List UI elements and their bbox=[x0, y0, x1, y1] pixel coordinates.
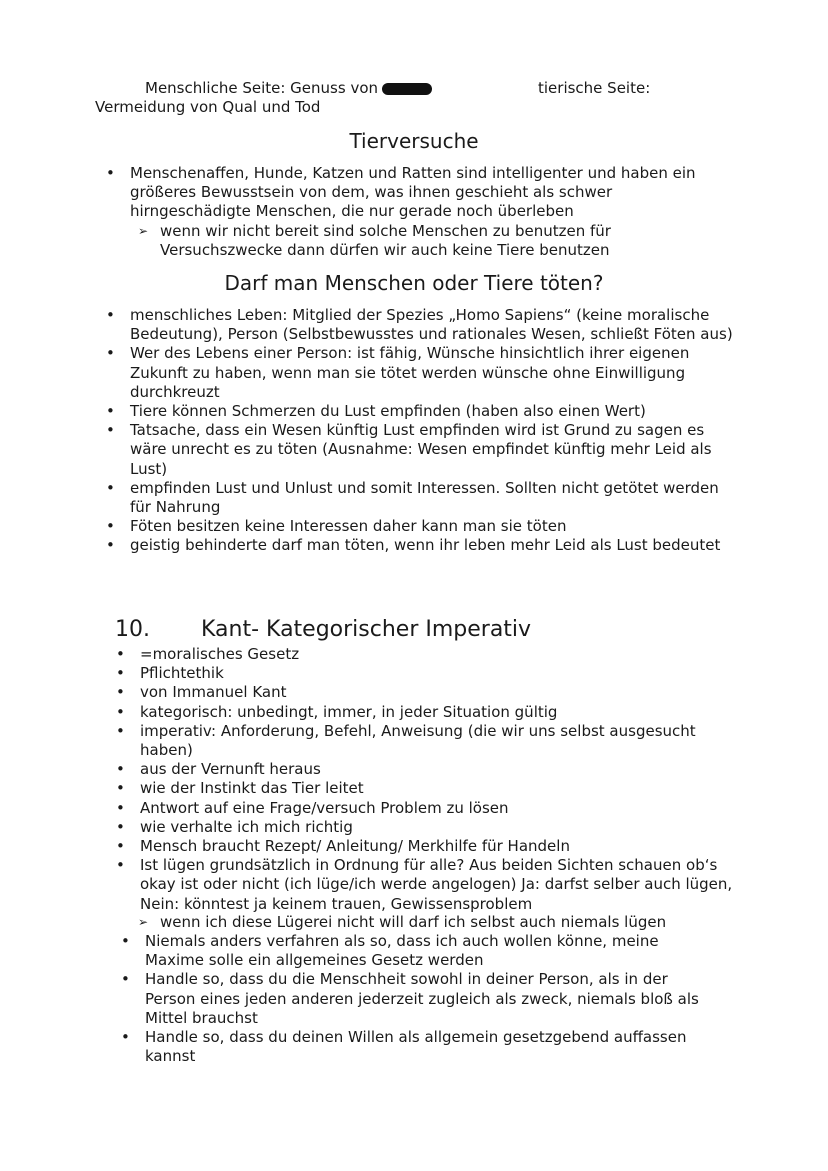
kant-maxims-list bbox=[121, 932, 720, 1066]
intro-block bbox=[95, 79, 735, 117]
kant-list bbox=[116, 645, 740, 914]
list-item: • kategorisch: unbedingt, immer, in jeder Situation gültig bbox=[116, 702, 558, 721]
redaction-mark bbox=[382, 83, 432, 95]
list-item: • Menschenaffen, Hunde, Katzen und Ratten sind intelligenter und haben ein größeres Bewusstsein von dem, was ihnen geschieht als schwer hirngeschädigte Menschen, die nur gerade noch überleben ➢ wenn wir nicht bereit sind solche Menschen zu benutzen für Versuchszwecke dann dürfen wir auch keine Tiere benutzen bbox=[130, 164, 720, 260]
intro-right-label: tierische Seite: bbox=[538, 79, 651, 97]
intro-second-line: Vermeidung von Qual und Tod bbox=[95, 98, 321, 116]
list-item: • imperativ: Anforderung, Befehl, Anweisung (die wir uns selbst ausgesucht haben) bbox=[116, 721, 696, 760]
list-item: • Tiere können Schmerzen du Lust empfinden (haben also einen Wert) bbox=[106, 402, 646, 421]
list-item: • Wer des Lebens einer Person: ist fähig, Wünsche hinsichtlich ihrer eigenen Zukunft zu haben, wenn man sie tötet werden wünsche ohne Einwilligung durchkreuzt bbox=[106, 344, 690, 401]
list-item: • Föten besitzen keine Interessen daher kann man sie töten bbox=[106, 517, 567, 536]
heading-toeten: Darf man Menschen oder Tiere töten? bbox=[224, 271, 604, 295]
sub-list-item: ➢ wenn wir nicht bereit sind solche Menschen zu benutzen für Versuchszwecke dann dürfen wir auch keine Tiere benutzen bbox=[138, 221, 611, 259]
list-item: • empfinden Lust und Unlust und somit Interessen. Sollten nicht getötet werden für Nahrung bbox=[106, 478, 719, 517]
toeten-list bbox=[106, 306, 742, 556]
arrow-bullet-icon: ➢ bbox=[138, 915, 149, 929]
list-item: • Antwort auf eine Frage/versuch Problem zu lösen bbox=[116, 798, 509, 817]
sub-list-item: ➢ wenn ich diese Lügerei nicht will darf ich selbst auch niemals lügen bbox=[138, 913, 667, 931]
list-item: • von Immanuel Kant bbox=[116, 683, 287, 702]
list-item: • menschliches Leben: Mitglied der Spezies „Homo Sapiens“ (keine moralische Bedeutung), Person (Selbstbewusstes und rationales Wesen, schließt Föten aus) bbox=[106, 306, 733, 344]
heading-kant bbox=[115, 617, 531, 642]
list-item: • Ist lügen grundsätzlich in Ordnung für alle? Aus beiden Sichten schauen ob‘s okay ist oder nicht (ich lüge/ich werde angelogen) Ja: darfst selber auch lügen, Nein: könntest ja keinem trauen, Gewissensproblem bbox=[116, 856, 733, 913]
list-item: • =moralisches Gesetz bbox=[116, 645, 300, 663]
sub-list bbox=[130, 222, 720, 260]
kant-sub-list bbox=[138, 913, 740, 932]
section-number: 10. bbox=[115, 617, 150, 642]
list-item: • Mensch braucht Rezept/ Anleitung/ Merkhilfe für Handeln bbox=[116, 837, 570, 856]
tierversuche-list bbox=[106, 164, 720, 260]
list-item: • aus der Vernunft heraus bbox=[116, 760, 321, 779]
list-item: • Tatsache, dass ein Wesen künftig Lust empfinden wird ist Grund zu sagen es wäre unrecht es zu töten (Ausnahme: Wesen empfindet künftig mehr Leid als Lust) bbox=[106, 421, 712, 478]
arrow-bullet-icon: ➢ bbox=[138, 223, 149, 238]
list-item: • wie der Instinkt das Tier leitet bbox=[116, 779, 364, 798]
intro-left-label: Menschliche Seite: Genuss von bbox=[145, 79, 379, 97]
heading-tierversuche: Tierversuche bbox=[349, 129, 479, 153]
list-item: • geistig behinderte darf man töten, wenn ihr leben mehr Leid als Lust bedeutet bbox=[106, 536, 721, 555]
list-item: • wie verhalte ich mich richtig bbox=[116, 817, 353, 836]
section-title: Kant- Kategorischer Imperativ bbox=[201, 617, 532, 642]
list-item: • Pflichtethik bbox=[116, 664, 224, 683]
list-item: • Niemals anders verfahren als so, dass ich auch wollen könne, meine Maxime solle ein allgemeines Gesetz werden bbox=[121, 932, 659, 970]
list-item: • Handle so, dass du die Menschheit sowohl in deiner Person, als in der Person eines jeden anderen jederzeit zugleich als zweck, niemals bloß als Mittel brauchst bbox=[121, 970, 699, 1027]
list-item: • Handle so, dass du deinen Willen als allgemein gesetzgebend auffassen kannst bbox=[121, 1028, 687, 1066]
